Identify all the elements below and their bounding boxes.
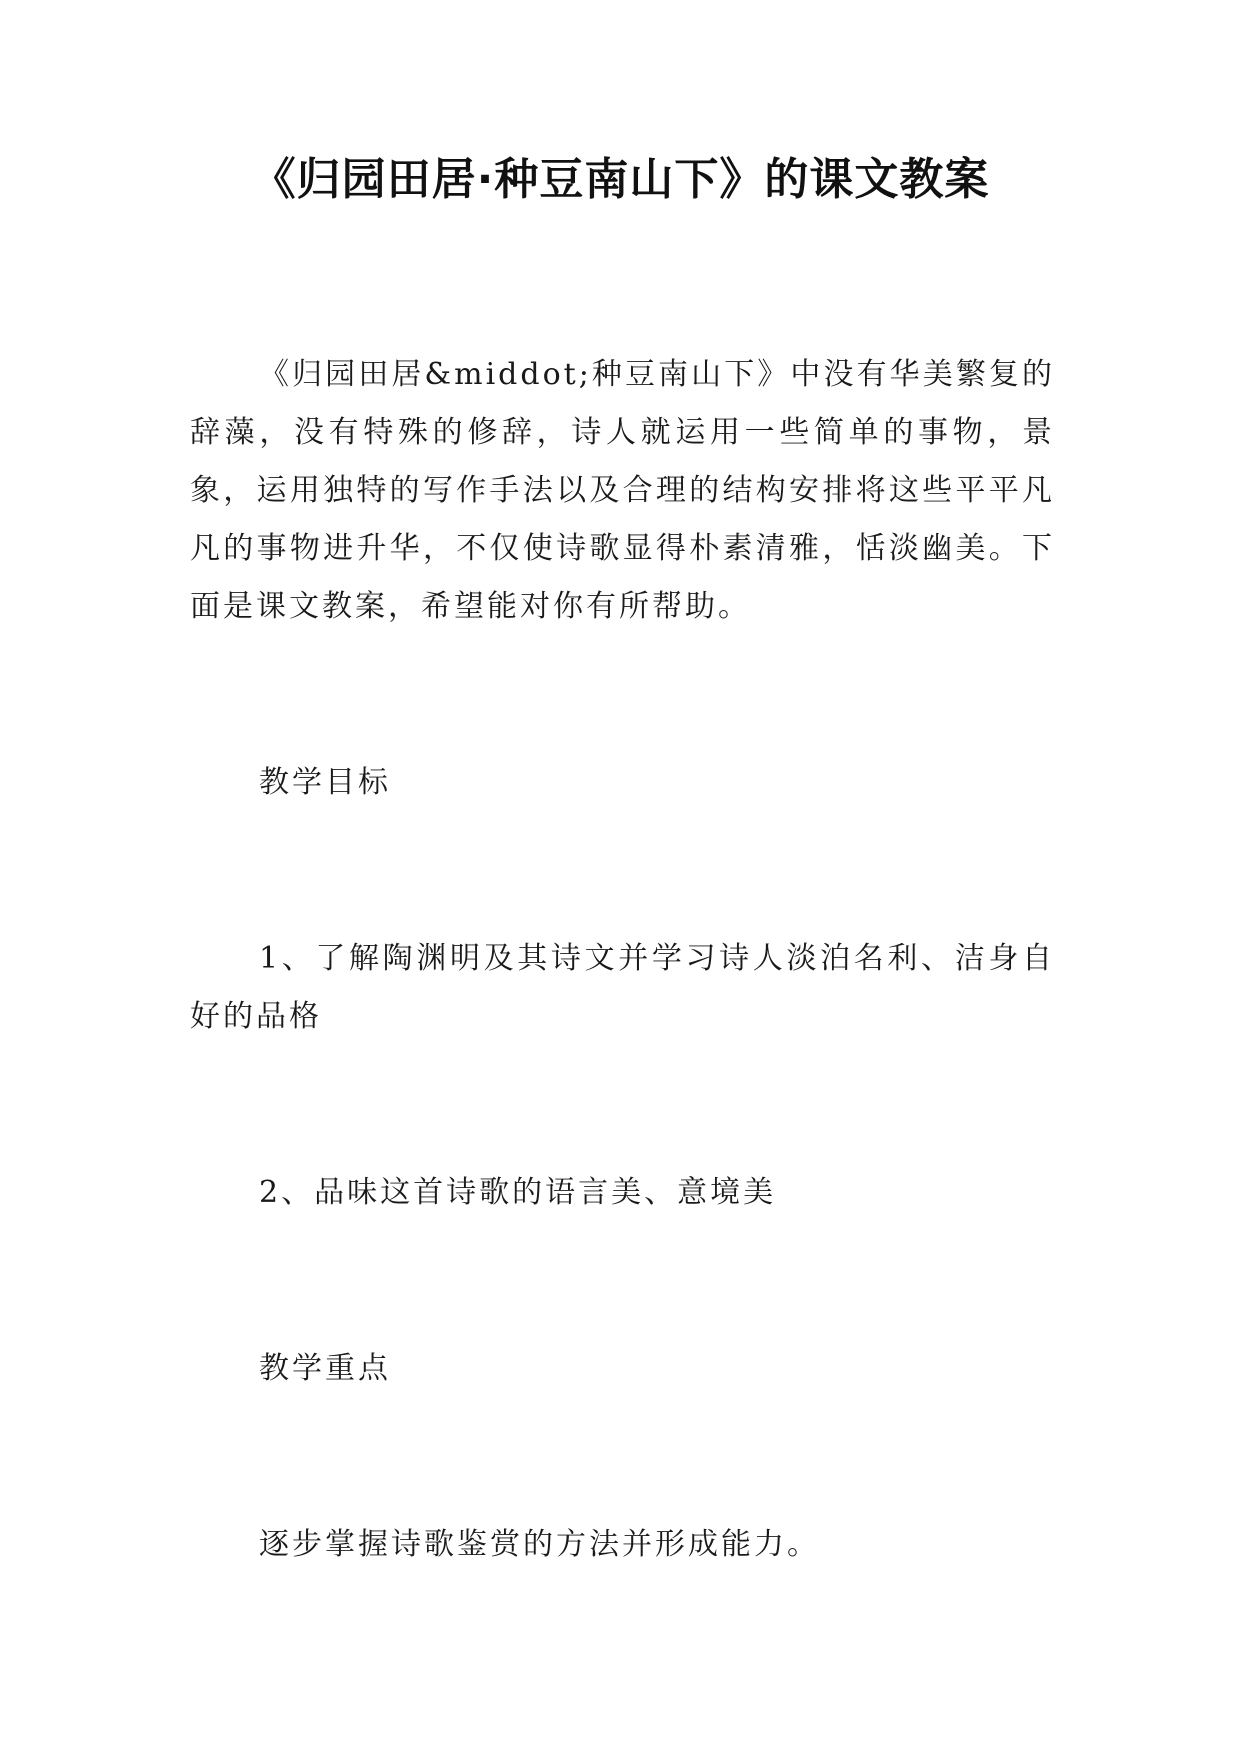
section-heading-key-points: 教学重点 xyxy=(259,1351,391,1386)
key-point-item-1: 逐步掌握诗歌鉴赏的方法并形成能力。 xyxy=(259,1527,820,1562)
section-heading-objectives: 教学目标 xyxy=(259,765,391,800)
objective-item-2: 2、品味这首诗歌的语言美、意境美 xyxy=(259,1175,777,1210)
document-title: 《归园田居·种豆南山下》的课文教案 xyxy=(251,154,990,205)
intro-paragraph: 《归园田居&middot;种豆南山下》中没有华美繁复的辞藻，没有特殊的修辞，诗人就运用一些简单的事物，景象，运用独特的写作手法以及合理的结构安排将这些平平凡凡的事物进升华，不仅使诗歌显得朴素清雅，恬淡幽美。下面是课文教案，希望能对你有所帮助。 xyxy=(190,357,1055,624)
objective-item-1: 1、了解陶渊明及其诗文并学习诗人淡泊名利、洁身自好的品格 xyxy=(190,941,1055,1034)
